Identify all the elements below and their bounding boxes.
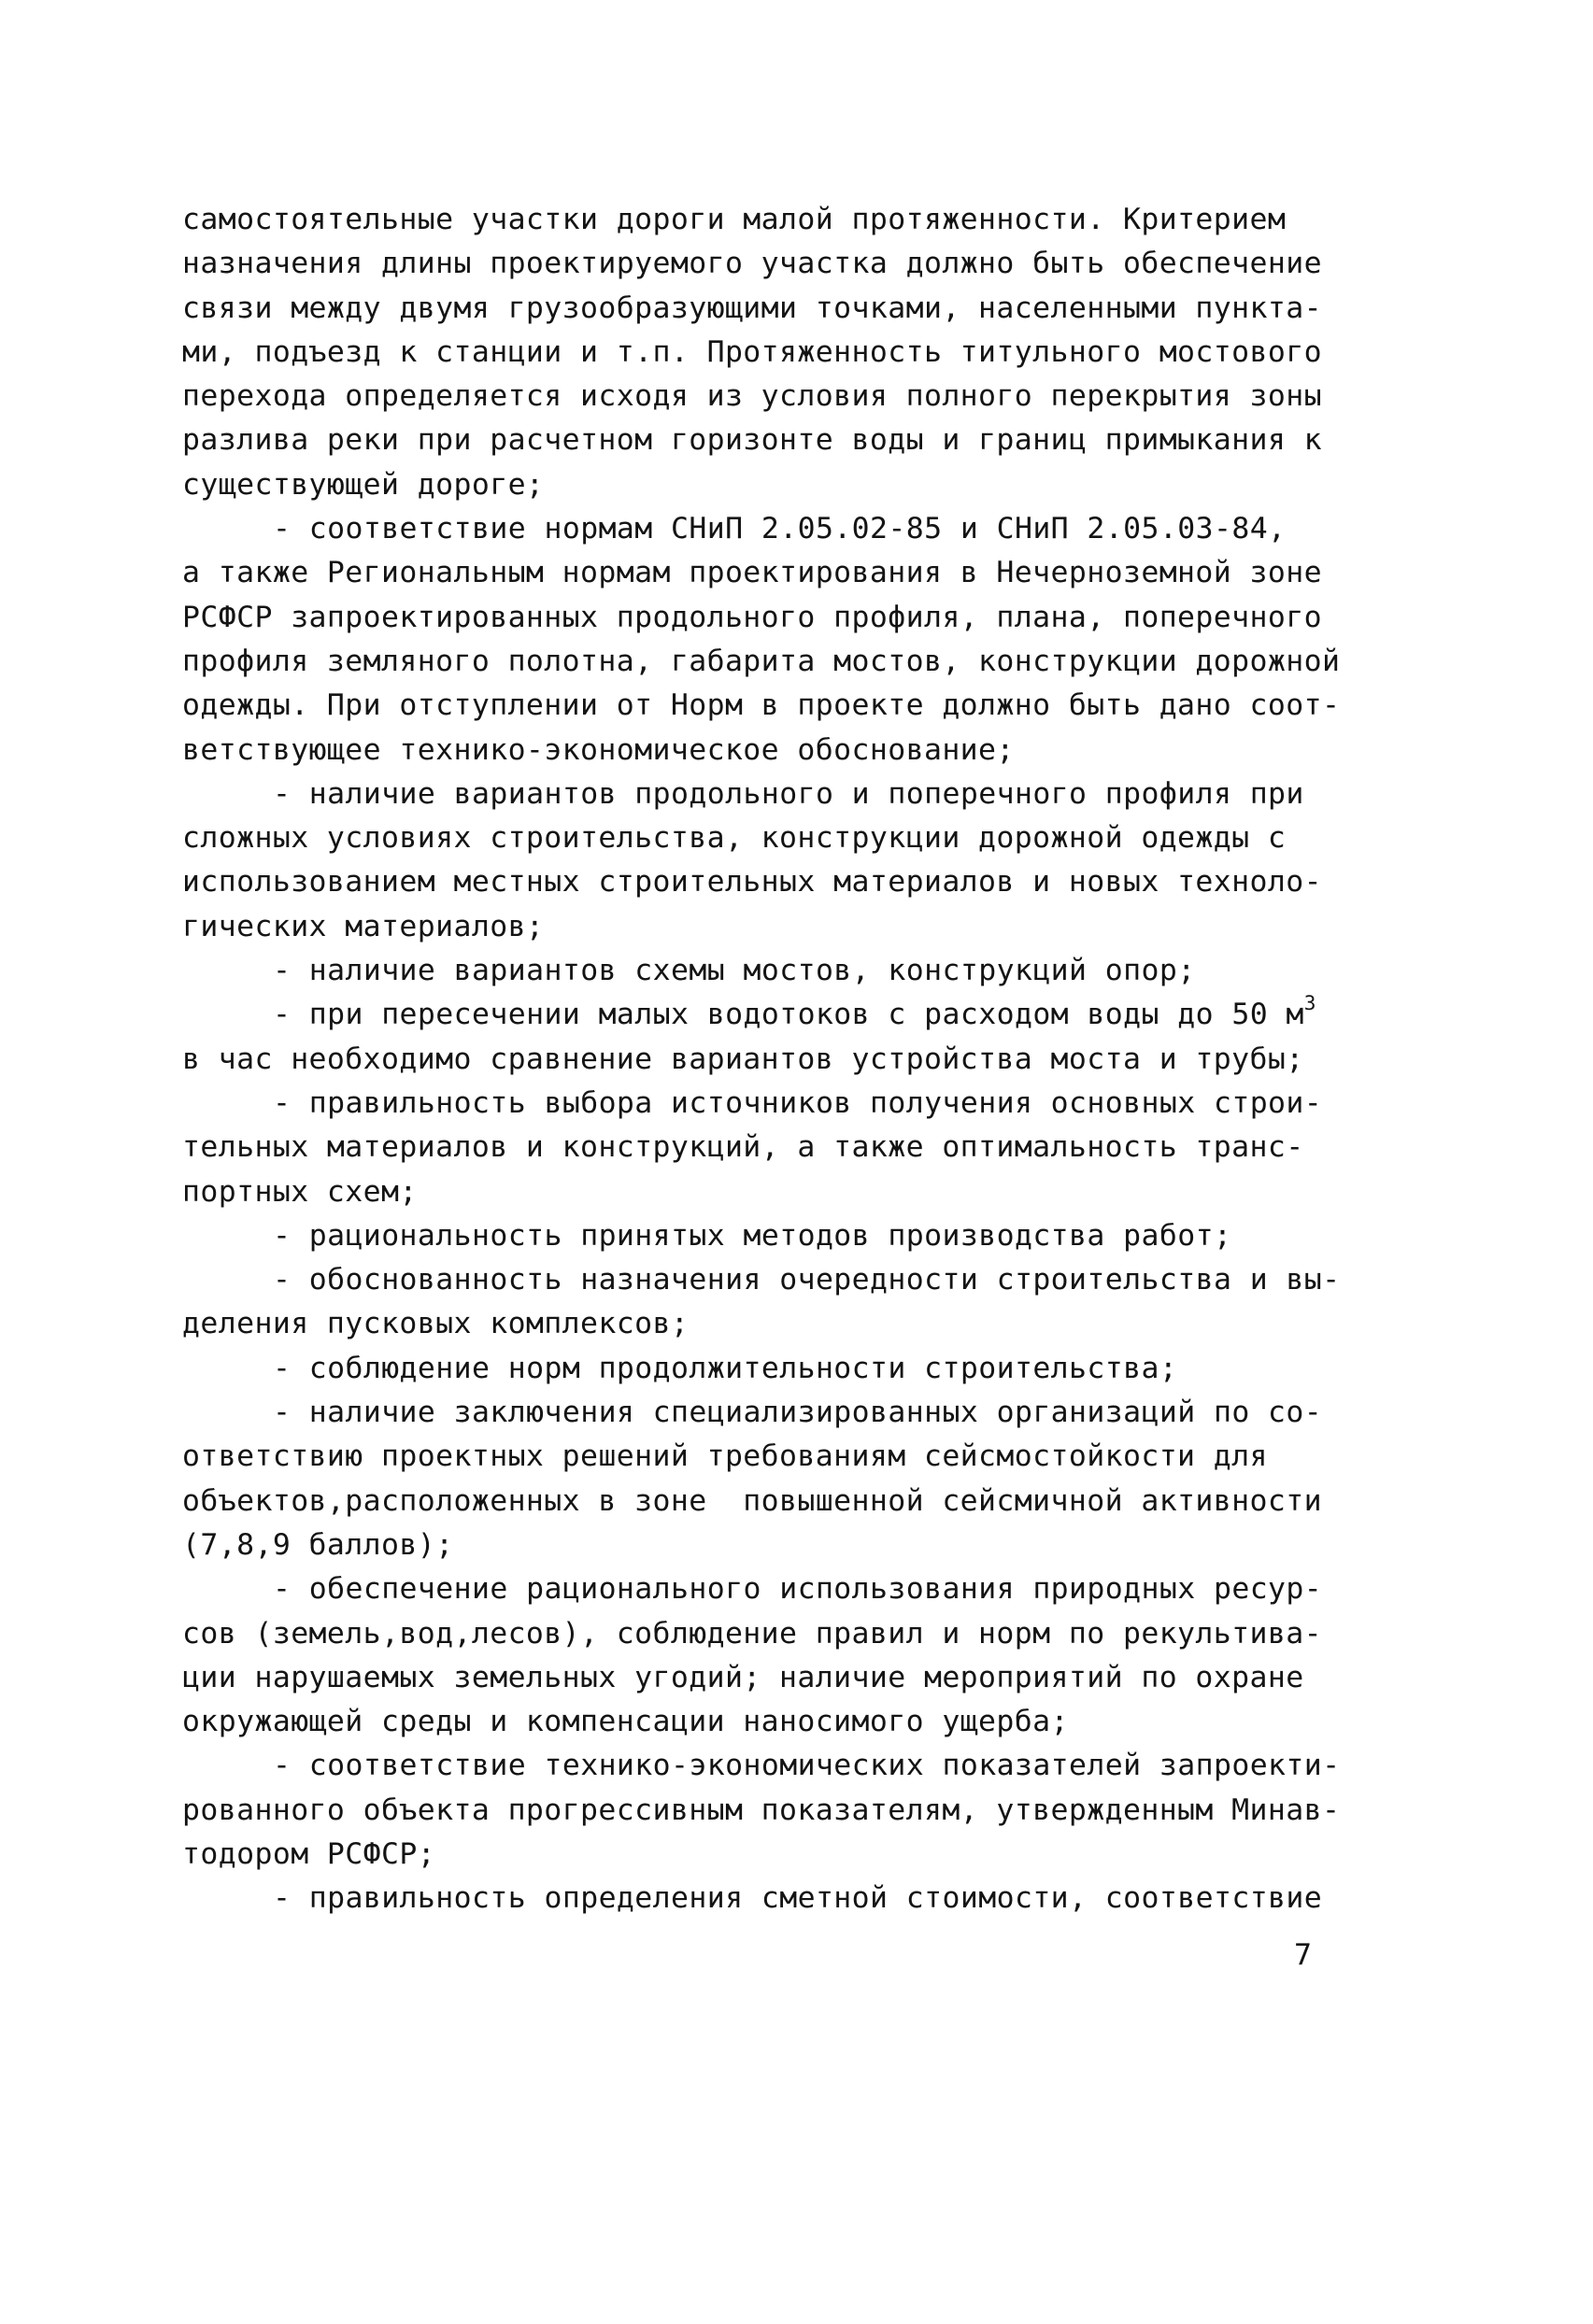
text-line-content: - соответствие технико-экономических показателей запроекти- — [273, 1749, 1341, 1783]
text-line — [182, 596, 1359, 640]
text-line — [182, 993, 1359, 1037]
text-line-content: гических материалов; — [182, 909, 545, 943]
text-line-content: одежды. При отступлении от Норм в проекте должно быть дано соот- — [182, 688, 1341, 723]
text-line-content: - при пересечении малых водотоков с расходом воды до 50 м — [273, 998, 1304, 1032]
text-line — [182, 1567, 1359, 1611]
text-line-content: в час необходимо сравнение вариантов устройства моста и трубы; — [182, 1042, 1304, 1076]
text-line — [182, 1258, 1359, 1302]
text-line — [182, 418, 1359, 462]
text-line — [182, 1391, 1359, 1435]
text-line-content: - правильность определения сметной стоимости, соответствие — [273, 1881, 1323, 1916]
text-line-content: а также Региональным нормам проектирования в Нечерноземной зоне — [182, 556, 1322, 590]
page-number: 7 — [1294, 1938, 1312, 1972]
text-line-content: - наличие заключения специализированных организаций по со- — [273, 1396, 1323, 1430]
text-line-content: ции нарушаемых земельных угодий; наличие мероприятий по охране — [182, 1660, 1304, 1694]
text-line — [182, 1038, 1359, 1082]
text-line-content: окружающей среды и компенсации наносимого ущерба; — [182, 1705, 1069, 1739]
text-line-content: - рациональность принятых методов производства работ; — [273, 1218, 1232, 1253]
text-line-content: - обеспечение рационального использования природных ресур- — [273, 1572, 1323, 1607]
text-line — [182, 1214, 1359, 1258]
text-line-content: объектов,расположенных в зоне повышенной сейсмичной активности — [182, 1483, 1322, 1518]
text-line — [182, 331, 1359, 375]
text-line-content: перехода определяется исходя из условия полного перекрытия зоны — [182, 379, 1322, 414]
superscript: 3 — [1303, 991, 1316, 1014]
text-line-content: профиля земляного полотна, габарита мостов, конструкции дорожной — [182, 644, 1341, 678]
text-line-content: - наличие вариантов схемы мостов, конструкций опор; — [273, 954, 1196, 988]
text-line-content: РСФСР запроектированных продольного профиля, плана, поперечного — [182, 600, 1322, 634]
text-line-content: тельных материалов и конструкций, а также оптимальность транс- — [182, 1130, 1304, 1165]
text-line — [182, 1523, 1359, 1567]
text-line — [182, 198, 1359, 242]
text-line-content: сов (земель,вод,лесов), соблюдение правил и норм по рекультива- — [182, 1616, 1322, 1651]
text-line-content: - наличие вариантов продольного и поперечного профиля при — [273, 776, 1304, 811]
text-line-content: (7,8,9 баллов); — [182, 1527, 454, 1562]
text-line-content: деления пусковых комплексов; — [182, 1307, 690, 1341]
text-line — [182, 1700, 1359, 1744]
text-line-content: портных схем; — [182, 1174, 418, 1209]
text-line-content: - соблюдение норм продолжительности строительства; — [273, 1351, 1178, 1385]
text-line — [182, 463, 1359, 507]
text-line — [182, 1435, 1359, 1479]
text-line — [182, 1347, 1359, 1391]
text-line — [182, 949, 1359, 993]
text-line — [182, 1612, 1359, 1656]
text-line-content: - обоснованность назначения очередности строительства и вы- — [273, 1263, 1341, 1297]
text-line-content: рованного объекта прогрессивным показателям, утвержденным Минав- — [182, 1793, 1341, 1827]
text-line — [182, 729, 1359, 772]
text-line — [182, 1480, 1359, 1523]
text-line — [182, 1833, 1359, 1877]
text-line-content: использованием местных строительных материалов и новых техноло- — [182, 865, 1322, 900]
text-line-content: связи между двумя грузообразующими точками, населенными пункта- — [182, 290, 1322, 325]
text-line — [182, 1744, 1359, 1788]
text-line-content: назначения длины проектируемого участка должно быть обеспечение — [182, 247, 1322, 281]
text-line-content: существующей дороге; — [182, 467, 545, 502]
text-line — [182, 905, 1359, 949]
text-line-content: тодором РСФСР; — [182, 1836, 436, 1871]
text-line — [182, 1302, 1359, 1346]
text-line-content: - правильность выбора источников получения основных строи- — [273, 1085, 1323, 1120]
text-line — [182, 375, 1359, 418]
text-line — [182, 640, 1359, 684]
text-line — [182, 287, 1359, 331]
text-line — [182, 816, 1359, 860]
text-line — [182, 1877, 1359, 1920]
text-line — [182, 242, 1359, 286]
text-line — [182, 1656, 1359, 1700]
text-line — [182, 684, 1359, 728]
text-line — [182, 860, 1359, 904]
text-line — [182, 1789, 1359, 1833]
text-line — [182, 772, 1359, 816]
text-line — [182, 1126, 1359, 1169]
text-line-content: сложных условиях строительства, конструкции дорожной одежды с — [182, 821, 1287, 856]
text-line-content: ветствующее технико-экономическое обоснование; — [182, 732, 1015, 767]
text-line — [182, 551, 1359, 595]
body-text — [182, 198, 1359, 1921]
text-line — [182, 1082, 1359, 1126]
text-line-content: самостоятельные участки дороги малой протяженности. Критерием — [182, 203, 1287, 236]
text-line-content: ми, подъезд к станции и т.п. Протяженность титульного мостового — [182, 334, 1322, 369]
text-line — [182, 507, 1359, 551]
text-line-content: - соответствие нормам СНиП 2.05.02-85 и СНиП 2.05.03-84, — [273, 512, 1287, 546]
text-line-content: ответствию проектных решений требованиям сейсмостойкости для — [182, 1439, 1268, 1474]
text-line — [182, 1170, 1359, 1214]
text-line-content: разлива реки при расчетном горизонте воды и границ примыкания к — [182, 423, 1322, 458]
